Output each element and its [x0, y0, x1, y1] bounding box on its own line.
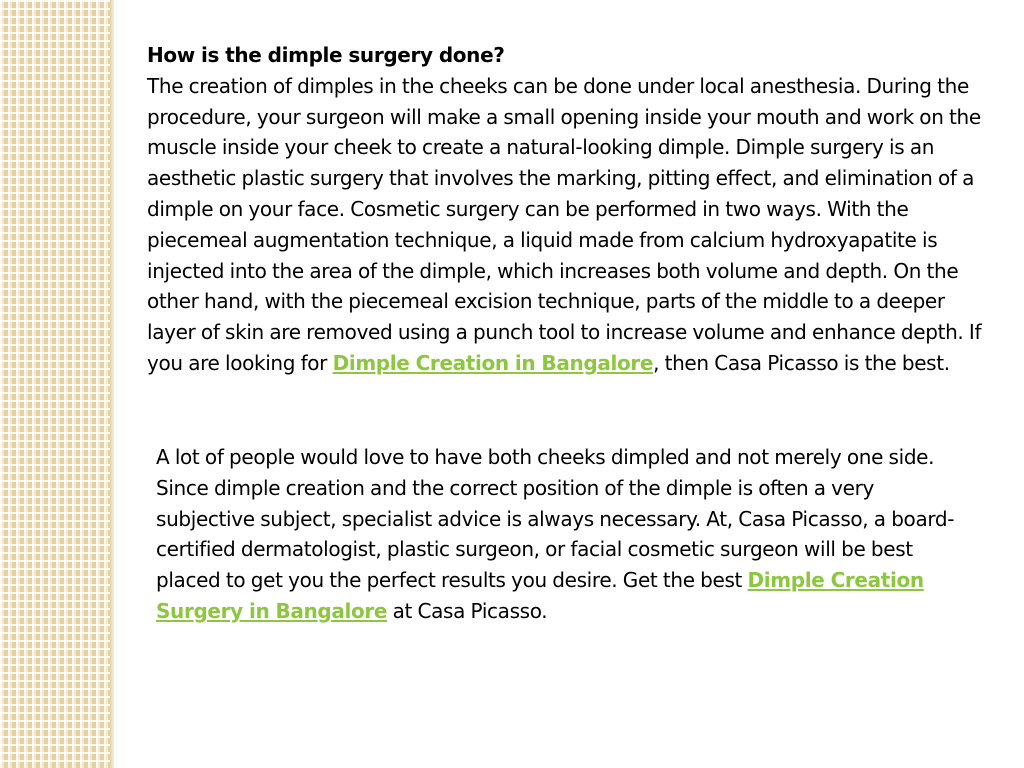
side-strip-edge [110, 0, 114, 768]
decorative-side-strip [0, 0, 110, 768]
section-both-cheeks [156, 442, 976, 627]
section-heading: How is the dimple surgery done? [147, 43, 505, 67]
paragraph-text-end: at Casa Picasso. [387, 598, 548, 623]
paragraph-text: A lot of people would love to have both cheeks dimpled and not merely one side. Since dimple creation and the correct position of the dimple is often a very subjective subject, specialist advice is always necessary. At, Casa Picasso, a board-certified dermatologist, plastic surgeon, or facial cosmetic surgeon will be best placed to get you the perfect results you desire. Get the best [156, 445, 955, 593]
dimple-creation-surgery-link[interactable]: Dimple Creation Surgery in Bangalore [156, 568, 924, 623]
paragraph-text-end: , then Casa Picasso is the best. [653, 350, 950, 375]
section-dimple-surgery [147, 40, 995, 379]
paragraph-text: The creation of dimples in the cheeks can be done under local anesthesia. During the procedure, your surgeon will make a small opening inside your mouth and work on the muscle inside your cheek to create a natural-looking dimple. Dimple surgery is an aesthetic plastic surgery that involves the marking, pitting effect, and elimination of a dimple on your face. Cosmetic surgery can be performed in two ways. With the piecemeal augmentation technique, a liquid made from calcium hydroxyapatite is injected into the area of the dimple, which increases both volume and depth. On the other hand, with the piecemeal excision technique, parts of the middle to a deeper layer of skin are removed using a punch tool to increase volume and enhance depth. If you are looking for [147, 73, 982, 375]
dimple-creation-link[interactable]: Dimple Creation in Bangalore [332, 350, 654, 375]
